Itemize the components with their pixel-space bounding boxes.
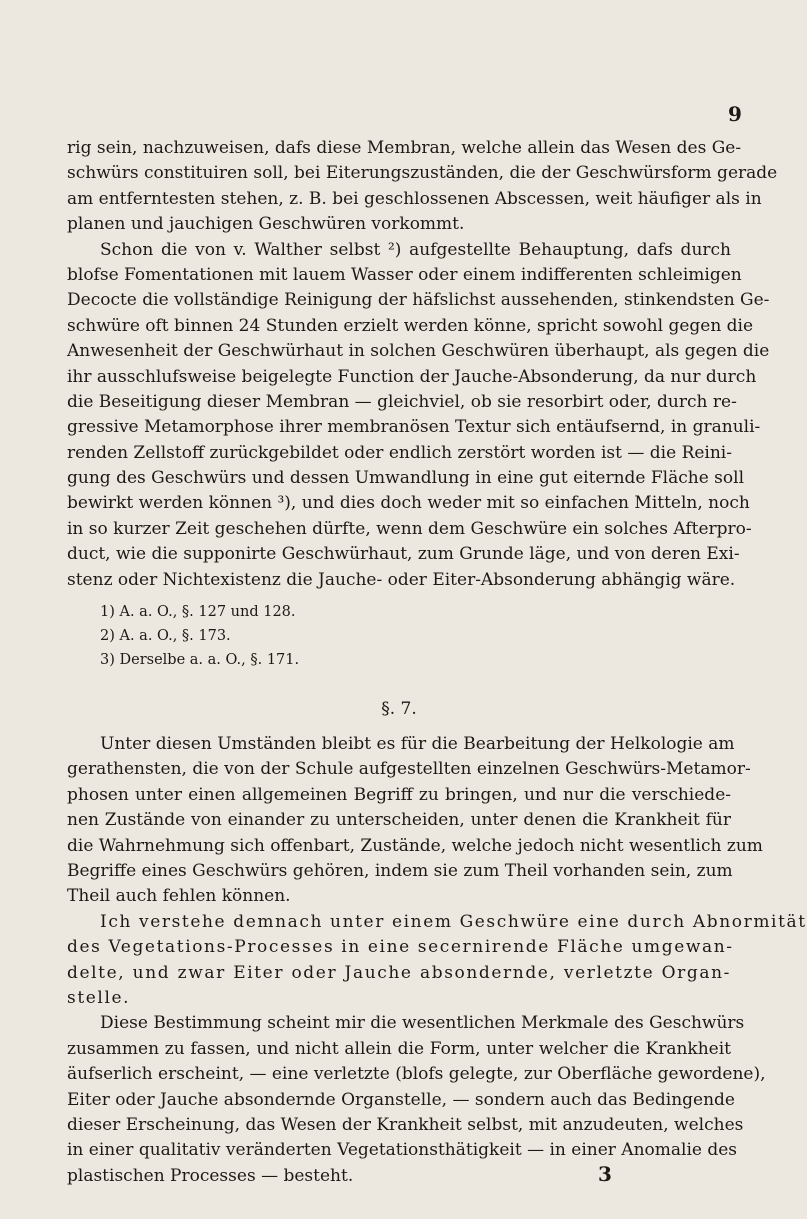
text-line: des Vegetations-Processes in eine secernirende Fläche umgewan-	[67, 937, 734, 958]
text-line: plastischen Processes — besteht.	[67, 1165, 354, 1186]
text-line: am entferntesten stehen, z. B. bei geschlossenen Abscessen, weit häufiger als in	[67, 188, 762, 209]
text-line: Eiter oder Jauche absondernde Organstelle, — sondern auch das Bedingende	[67, 1089, 735, 1110]
paragraph-5	[67, 1011, 766, 1189]
text-line: schwüre oft binnen 24 Stunden erzielt werden könne, spricht sowohl gegen die	[67, 315, 754, 336]
text-line: phosen unter einen allgemeinen Begriff zu bringen, und nur die verschiede-	[67, 784, 731, 805]
text-line: äufserlich erscheint, — eine verletzte (blofs gelegte, zur Oberfläche gewordene),	[67, 1064, 766, 1085]
text-line: delte, und zwar Eiter oder Jauche absondernde, verletzte Organ-	[67, 962, 731, 983]
text-line: die Beseitigung dieser Membran — gleichviel, ob sie resorbirt oder, durch re-	[67, 391, 737, 412]
text-line: zusammen zu fassen, und nicht allein die Form, unter welcher die Krankheit	[67, 1038, 731, 1059]
text-line: Ich verstehe demnach unter einem Geschwüre eine durch Abnormität	[100, 911, 807, 932]
paragraph-4-definition	[67, 910, 807, 1012]
text-line: gressive Metamorphose ihrer membranösen Textur sich entäufsernd, in granuli-	[67, 417, 761, 438]
text-line: Theil auch fehlen können.	[67, 886, 291, 907]
page-number: 9	[728, 102, 742, 126]
paragraph-2	[67, 238, 770, 593]
text-line: renden Zellstoff zurückgebildet oder endlich zerstört worden ist — die Reini-	[67, 442, 732, 463]
text-line: Begriffe eines Geschwürs gehören, indem sie zum Theil vorhanden sein, zum	[67, 860, 733, 881]
text-line: planen und jauchigen Geschwüren vorkommt.	[67, 214, 465, 235]
text-line: blofse Fomentationen mit lauem Wasser oder einem indifferenten schleimigen	[67, 264, 742, 285]
text-line: gung des Geschwürs und dessen Umwandlung in eine gut eiternde Fläche soll	[67, 468, 745, 489]
signature-mark: 3	[598, 1162, 612, 1186]
text-line: nen Zustände von einander zu unterscheiden, unter denen die Krankheit für	[67, 810, 731, 831]
text-line: schwürs constituiren soll, bei Eiterungszuständen, die der Geschwürsform gerade	[67, 163, 778, 184]
text-line: Schon die von v. Walther selbst ²) aufgestellte Behauptung, dafs durch	[100, 239, 731, 260]
text-line: die Wahrnehmung sich offenbart, Zustände, welche jedoch nicht wesentlich zum	[67, 835, 763, 856]
footnotes	[67, 600, 731, 672]
text-line: bewirkt werden können ³), und dies doch weder mit so einfachen Mitteln, noch	[67, 493, 750, 514]
text-line: ihr ausschlufsweise beigelegte Function der Jauche-Absonderung, da nur durch	[67, 366, 757, 387]
body-text	[67, 136, 807, 1189]
text-line: in einer qualitativ veränderten Vegetationsthätigkeit — in einer Anomalie des	[67, 1140, 738, 1161]
paragraph-3	[67, 732, 763, 910]
paragraph-1	[67, 136, 778, 238]
footnote: 3) Derselbe a. a. O., §. 171.	[100, 652, 300, 669]
text-line: stelle.	[67, 987, 131, 1008]
text-line: stenz oder Nichtexistenz die Jauche- oder Eiter-Absonderung abhängig wäre.	[67, 569, 736, 590]
text-line: in so kurzer Zeit geschehen dürfte, wenn dem Geschwüre ein solches Afterpro-	[67, 518, 752, 539]
section-heading: §. 7.	[381, 699, 417, 720]
text-line: gerathensten, die von der Schule aufgestellten einzelnen Geschwürs-Metamor-	[67, 759, 751, 780]
footnote: 1) A. a. O., §. 127 und 128.	[100, 604, 296, 621]
text-line: Unter diesen Umständen bleibt es für die Bearbeitung der Helkologie am	[100, 734, 735, 755]
text-line: Anwesenheit der Geschwürhaut in solchen Geschwüren überhaupt, als gegen die	[67, 341, 770, 362]
text-line: rig sein, nachzuweisen, dafs diese Membran, welche allein das Wesen des Ge-	[67, 138, 742, 158]
footnote: 2) A. a. O., §. 173.	[100, 628, 231, 645]
text-line: dieser Erscheinung, das Wesen der Krankheit selbst, mit anzudeuten, welches	[67, 1114, 744, 1135]
text-line: Diese Bestimmung scheint mir die wesentlichen Merkmale des Geschwürs	[100, 1013, 745, 1034]
text-line: Decocte die vollständige Reinigung der häfslichst aussehenden, stinkendsten Ge-	[67, 290, 770, 311]
text-line: duct, wie die supponirte Geschwürhaut, zum Grunde läge, und von deren Exi-	[67, 544, 740, 565]
